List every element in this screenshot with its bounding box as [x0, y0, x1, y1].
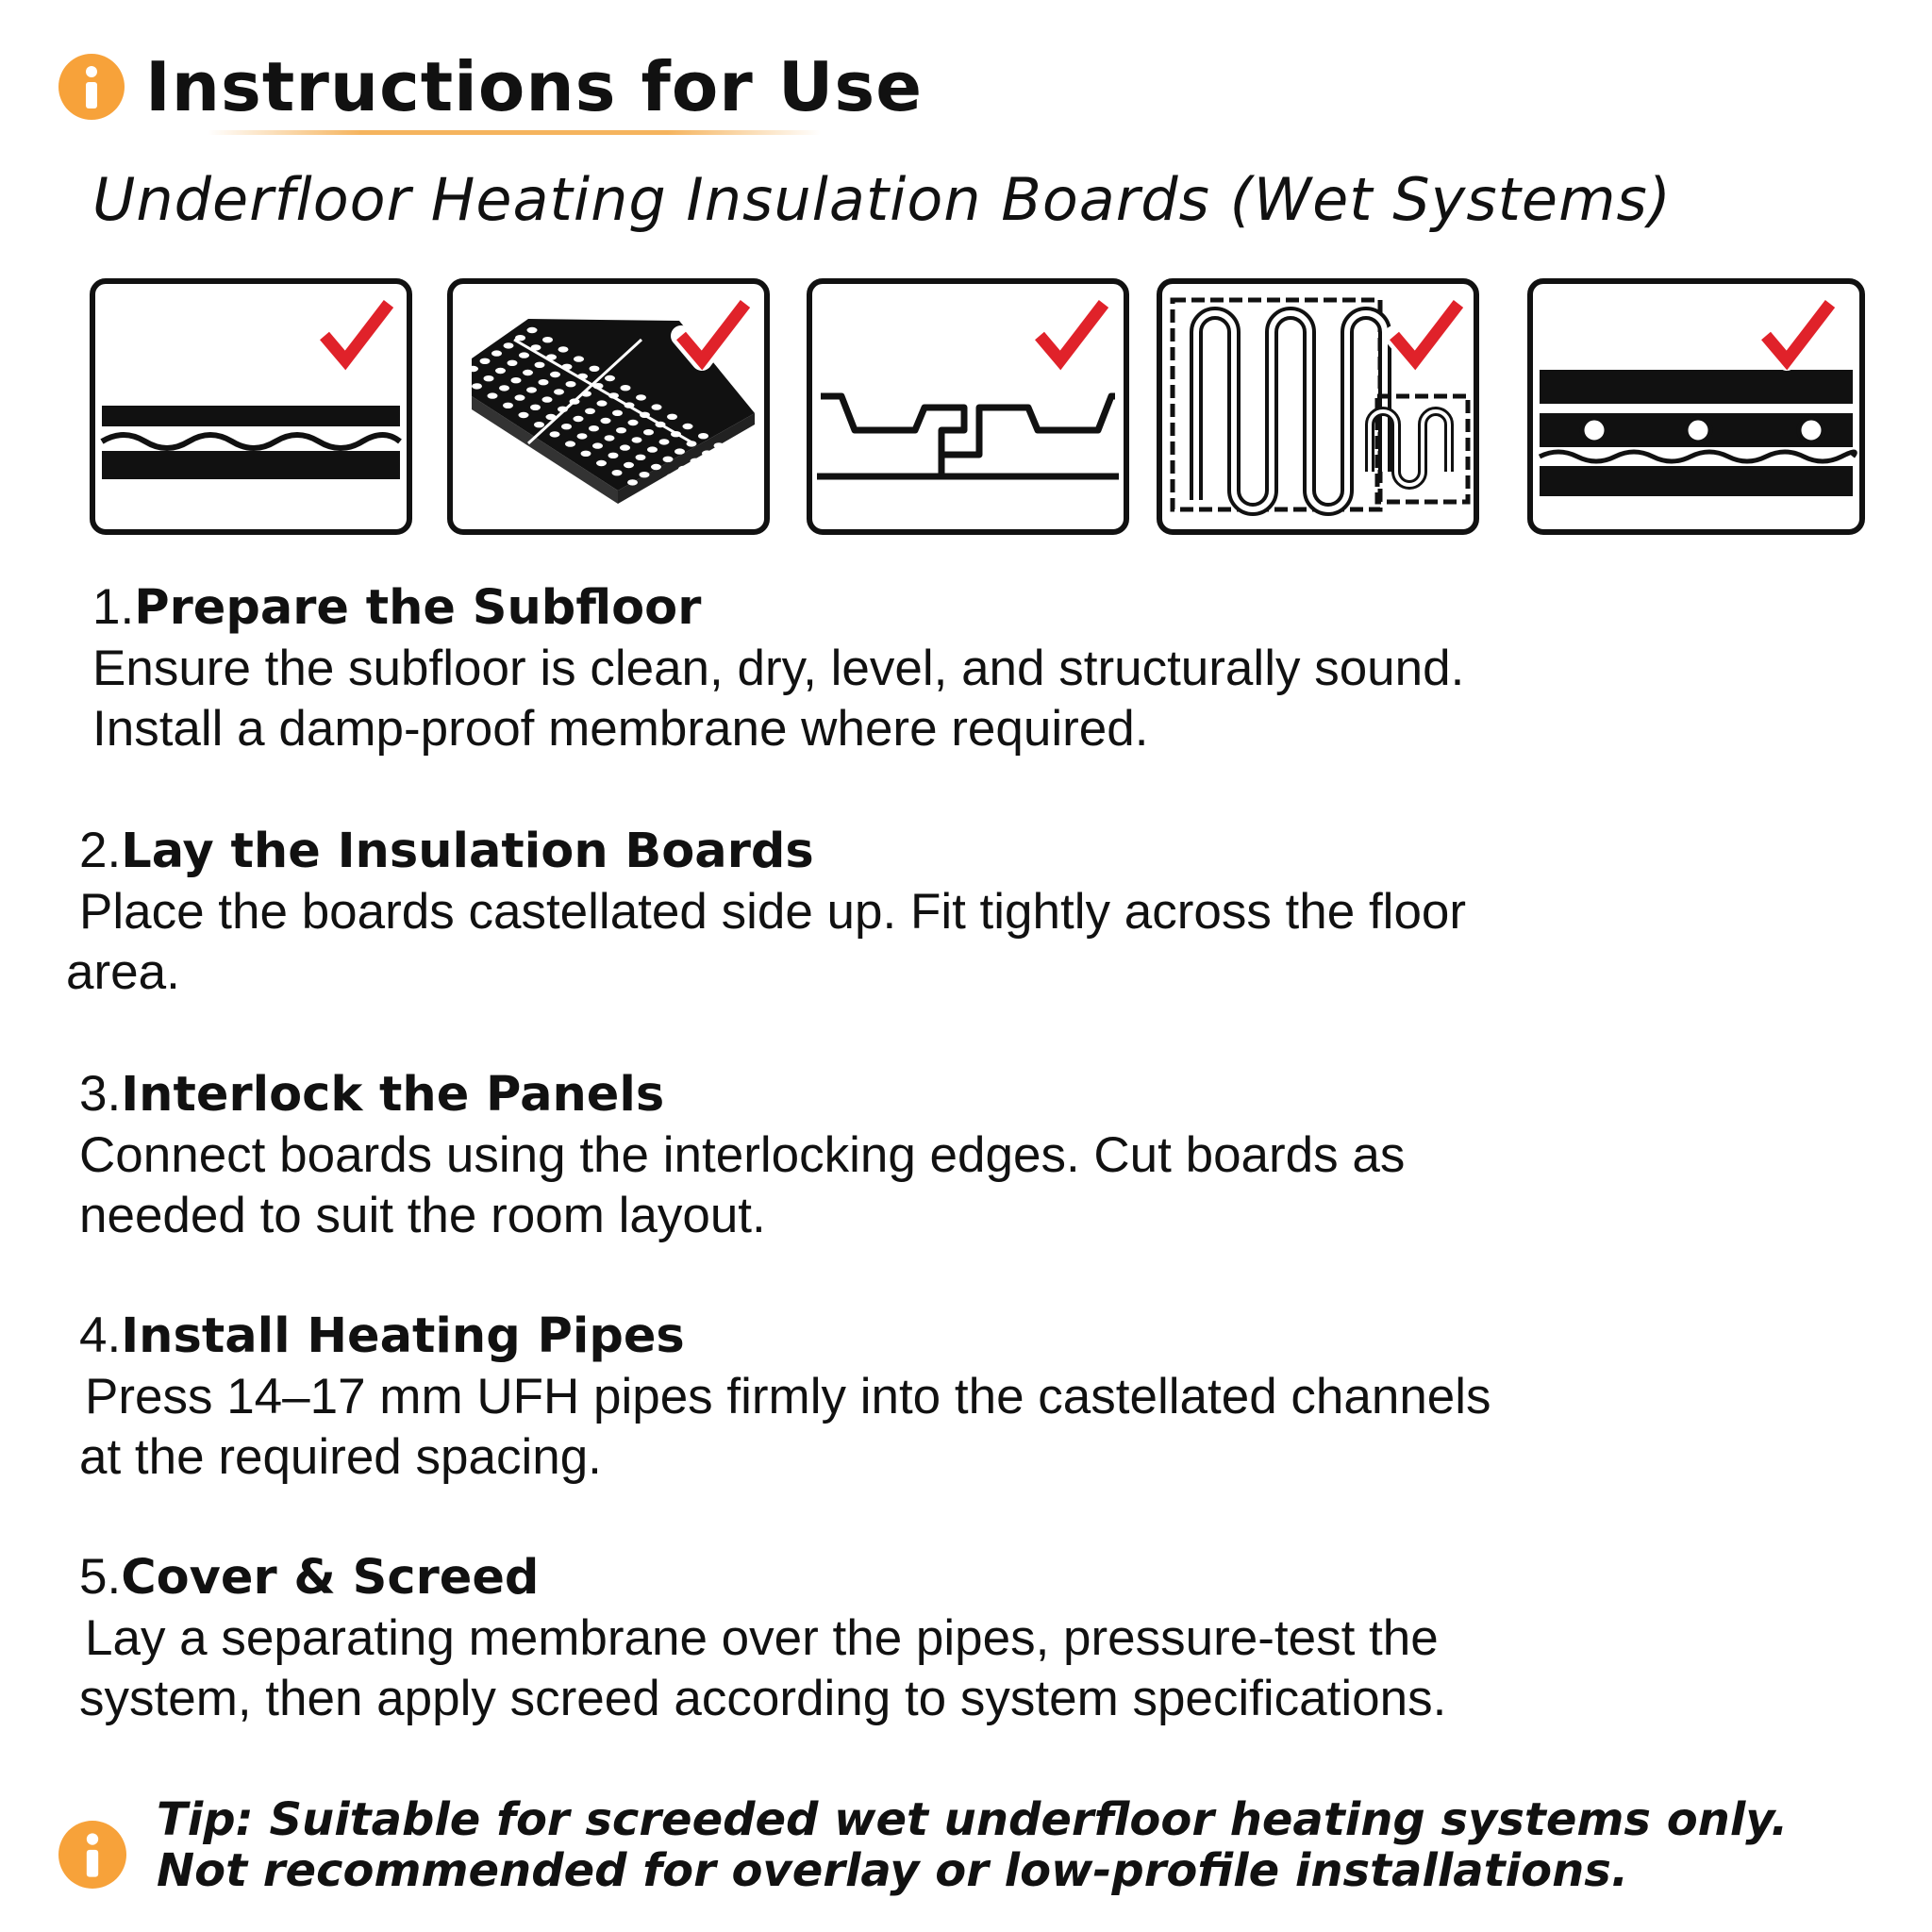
castellation-stud: [581, 451, 591, 457]
castellation-stud: [675, 448, 685, 454]
castellation-gap: [1653, 404, 1666, 413]
castellation-stud: [643, 429, 654, 435]
step-line: Connect boards using the interlocking edges. Cut boards as: [79, 1127, 1406, 1183]
step-line: Install a damp-proof membrane where required.: [92, 701, 1149, 757]
step-number: 5.: [79, 1549, 122, 1605]
castellation-stud: [574, 356, 584, 361]
step-line: needed to suit the room layout.: [79, 1188, 766, 1243]
castellation-stud: [534, 422, 544, 427]
step-title: Prepare the Subfloor: [134, 580, 702, 636]
castellation-stud: [503, 403, 513, 408]
castellation-stud: [647, 446, 658, 452]
castellation-stud: [643, 489, 654, 494]
castellation-stud: [632, 437, 642, 442]
castellation-stud: [484, 375, 494, 381]
castellation-stud: [590, 366, 600, 372]
castellation-stud: [605, 375, 615, 381]
castellation-stud: [659, 439, 670, 444]
castellation-gap: [1679, 404, 1692, 413]
castellation-stud: [585, 408, 595, 414]
castellation-stud: [652, 404, 662, 409]
castellation-stud: [729, 452, 740, 458]
castellation-stud: [589, 425, 599, 431]
page-subtitle: Underfloor Heating Insulation Boards (Wet Systems): [92, 165, 1672, 234]
step-number: 4.: [79, 1307, 122, 1363]
castellation-stud: [574, 416, 584, 422]
castellation-stud: [499, 385, 509, 391]
tip-line: Not recommended for overlay or low-profile installations.: [157, 1844, 1629, 1897]
castellation-stud: [504, 342, 514, 348]
castellation-stud: [519, 412, 529, 418]
interlocking-edge-icon: [809, 281, 1126, 532]
castellation-stud: [495, 368, 506, 374]
castellation-stud: [640, 472, 650, 477]
castellation-stud: [698, 433, 708, 439]
castellation-stud: [566, 381, 576, 387]
castellation-gap: [1785, 404, 1798, 413]
castellation-stud: [561, 424, 572, 429]
castellated-board-icon: [450, 281, 767, 532]
step-line: Ensure the subfloor is clean, dry, level, and structurally sound.: [92, 641, 1465, 696]
castellation-stud: [702, 450, 712, 456]
castellation-stud: [687, 441, 697, 446]
castellation-gap: [1838, 404, 1851, 413]
castellation-stud: [526, 387, 537, 392]
castellation-stud: [550, 372, 560, 377]
castellation-stud: [480, 358, 491, 364]
castellation-gap: [1600, 404, 1613, 413]
castellation-stud: [488, 392, 498, 398]
castellation-stud: [621, 385, 631, 391]
castellation-stud: [694, 475, 705, 481]
castellation-stud: [612, 410, 623, 416]
castellation-stud: [601, 418, 611, 424]
castellation-stud: [656, 422, 666, 427]
castellation-stud: [667, 474, 677, 479]
castellation-stud: [718, 460, 728, 466]
castellation-stud: [605, 435, 615, 441]
check-mark-icon: [681, 304, 745, 360]
castellation-stud: [612, 470, 623, 475]
check-mark-icon: [1040, 304, 1104, 360]
castellation-stud: [577, 433, 588, 439]
step-line: at the required spacing.: [79, 1429, 602, 1485]
castellation-stud: [523, 370, 533, 375]
castellation-stud: [592, 442, 603, 448]
castellation-stud: [515, 394, 525, 400]
step-4: [0, 1306, 1928, 1488]
castellation-gap: [1811, 404, 1824, 413]
step-number: 1.: [92, 579, 135, 635]
castellation-stud: [627, 479, 638, 485]
castellation-stud: [558, 407, 568, 412]
castellation-stud: [640, 412, 650, 418]
castellation-stud: [593, 383, 604, 389]
castellation-stud: [558, 346, 569, 352]
castellation-stud: [714, 442, 724, 448]
castellation-stud: [472, 383, 482, 389]
castellation-stud: [678, 466, 689, 472]
castellation-gap: [1706, 404, 1719, 413]
castellation-stud: [658, 499, 669, 505]
castellation-stud: [515, 335, 525, 341]
castellation-stud: [535, 362, 545, 368]
tip-text: [157, 1794, 1892, 1896]
castellation-stud: [636, 455, 646, 460]
pipe-layout-icon: [1159, 281, 1476, 532]
step-2: [0, 821, 1928, 1003]
step-line: Press 14–17 mm UFH pipes firmly into the castellated channels: [85, 1369, 1491, 1424]
step-line: system, then apply screed according to system specifications.: [79, 1671, 1447, 1726]
castellation-stud: [531, 344, 541, 350]
castellation-gap: [1626, 404, 1640, 413]
castellation-blocks: [1547, 404, 1851, 413]
castellation-stud: [691, 458, 701, 464]
castellation-stud: [616, 427, 626, 433]
castellation-stud: [468, 366, 478, 372]
castellation-stud: [608, 453, 619, 458]
step-title: Cover & Screed: [121, 1550, 540, 1606]
castellation-stud: [628, 420, 639, 425]
castellation-stud: [508, 360, 518, 366]
screed-cross-section-icon: [1530, 281, 1862, 532]
step-5: [0, 1547, 1928, 1729]
castellation-stud: [542, 396, 553, 402]
castellation-stud: [655, 481, 665, 487]
step-title: Lay the Insulation Boards: [121, 824, 814, 879]
castellation-stud: [491, 350, 502, 356]
castellation-stud: [682, 483, 692, 489]
castellation-stud: [651, 464, 661, 470]
castellation-stud: [527, 327, 538, 333]
castellation-stud: [546, 354, 557, 359]
step-3: [0, 1064, 1928, 1246]
castellation-gap: [1758, 404, 1772, 413]
castellation-stud: [530, 405, 541, 410]
castellation-stud: [596, 460, 607, 466]
castellation-stud: [546, 414, 557, 420]
step-number: 3.: [79, 1066, 122, 1122]
castellation-stud: [519, 352, 529, 358]
castellation-stud: [577, 374, 588, 379]
castellation-stud: [624, 462, 634, 468]
castellation-stud: [457, 374, 467, 379]
step-line: area.: [66, 944, 180, 1000]
check-mark-icon: [1394, 304, 1458, 360]
castellation-stud: [542, 337, 553, 342]
castellation-stud: [562, 364, 573, 370]
castellation-stud: [706, 468, 716, 474]
info-icon: [58, 54, 125, 120]
check-mark-icon: [325, 304, 389, 360]
check-mark-icon: [1766, 304, 1830, 360]
castellation-stud: [608, 392, 619, 398]
castellation-stud: [554, 389, 564, 394]
step-line: Place the boards castellated side up. Fit tightly across the floor: [79, 884, 1467, 940]
info-icon: [58, 1821, 126, 1889]
castellation-stud: [620, 444, 630, 450]
castellation-stud: [663, 457, 674, 462]
step-title: Interlock the Panels: [121, 1067, 665, 1123]
castellation-stud: [625, 402, 635, 408]
castellation-stud: [597, 400, 608, 406]
castellation-gap: [1547, 404, 1560, 413]
castellation-stud: [539, 379, 549, 385]
castellation-stud: [570, 398, 580, 404]
layered-subfloor-icon: [92, 281, 409, 532]
tip-line: Tip: Suitable for screeded wet underfloor heating systems only.: [157, 1793, 1789, 1846]
castellation-stud: [565, 441, 575, 446]
castellation-gap: [1732, 404, 1745, 413]
castellation-stud: [671, 431, 681, 437]
castellation-stud: [667, 414, 677, 420]
castellation-stud: [550, 431, 560, 437]
castellation-stud: [683, 424, 693, 429]
step-1: [0, 577, 1932, 759]
page-title: Instructions for Use: [145, 47, 924, 126]
castellation-stud: [636, 394, 646, 400]
step-title: Install Heating Pipes: [121, 1308, 685, 1364]
castellation-stud: [671, 491, 681, 496]
title-underline: [208, 130, 821, 135]
step-line: Lay a separating membrane over the pipes, pressure-test the: [85, 1610, 1439, 1666]
castellation-studs: [457, 327, 741, 505]
castellation-gap: [1574, 404, 1587, 413]
step-number: 2.: [79, 823, 122, 878]
castellation-stud: [511, 377, 522, 383]
castellation-stud: [581, 391, 591, 396]
